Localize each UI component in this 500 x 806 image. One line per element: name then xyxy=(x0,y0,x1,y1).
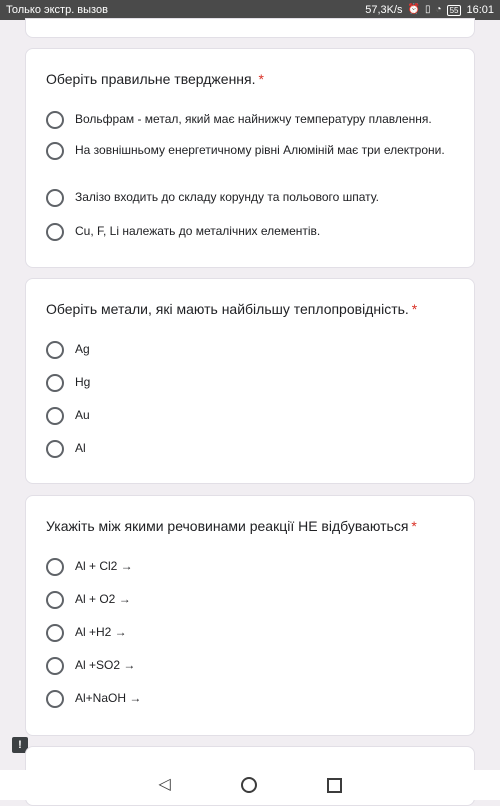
clock: 16:01 xyxy=(466,4,494,16)
radio-button[interactable] xyxy=(46,558,64,576)
question-title xyxy=(46,71,264,87)
radio-button[interactable] xyxy=(46,624,64,642)
option-label: Al+NaOH → xyxy=(75,691,142,705)
radio-option[interactable] xyxy=(46,592,454,609)
back-icon[interactable]: ◁ xyxy=(158,776,171,793)
radio-option[interactable] xyxy=(46,559,454,576)
previous-question-card xyxy=(25,18,475,38)
option-label: Al + Cl2 → xyxy=(75,559,133,573)
radio-button[interactable] xyxy=(46,690,64,708)
option-label: Ag xyxy=(75,342,90,356)
radio-button[interactable] xyxy=(46,591,64,609)
question-title xyxy=(46,301,417,317)
required-mark: * xyxy=(411,518,417,534)
radio-button[interactable] xyxy=(46,111,64,129)
wifi-icon: ◔ xyxy=(435,4,442,15)
vibrate-icon: ▯ xyxy=(425,4,431,15)
radio-button[interactable] xyxy=(46,142,64,160)
required-mark: * xyxy=(411,301,418,317)
question-card-1 xyxy=(25,48,475,268)
radio-option[interactable] xyxy=(46,691,454,708)
question-title-text: Оберіть правильне твердження. xyxy=(46,71,256,87)
radio-button[interactable] xyxy=(46,189,64,207)
option-label: Al + O2 → xyxy=(75,592,131,606)
radio-option[interactable] xyxy=(46,441,454,458)
question-card-3 xyxy=(25,495,475,736)
option-label: Al xyxy=(75,441,86,455)
radio-option[interactable] xyxy=(46,408,454,425)
radio-button[interactable] xyxy=(46,407,64,425)
question-title xyxy=(46,518,417,534)
radio-option[interactable] xyxy=(46,143,454,160)
radio-option[interactable] xyxy=(46,342,454,359)
option-label: Al +SO2 → xyxy=(75,658,136,672)
status-icons xyxy=(365,4,494,16)
battery-icon: 55 xyxy=(447,5,462,16)
option-label: Cu, F, Li належать до металічних елементів. xyxy=(75,224,321,238)
option-label: На зовнішньому енергетичному рівні Алюміній має три електрони. xyxy=(75,143,445,157)
question-title-text: Укажіть між якими речовинами реакції НЕ відбуваються xyxy=(46,518,409,534)
radio-option[interactable] xyxy=(46,112,454,129)
option-label: Залізо входить до складу корунду та польового шпату. xyxy=(75,190,379,204)
question-title-text: Оберіть метали, які мають найбільшу теплопровідність. xyxy=(46,301,409,317)
radio-button[interactable] xyxy=(46,341,64,359)
radio-button[interactable] xyxy=(46,223,64,241)
radio-option[interactable] xyxy=(46,224,454,241)
option-label: Al +H2 → xyxy=(75,625,127,639)
option-label: Au xyxy=(75,408,90,422)
option-label: Hg xyxy=(75,375,91,389)
question-card-2 xyxy=(25,278,475,484)
radio-option[interactable] xyxy=(46,625,454,642)
required-mark: * xyxy=(258,71,264,87)
navigation-bar xyxy=(0,770,500,800)
status-bar xyxy=(0,0,500,20)
radio-option[interactable] xyxy=(46,190,454,207)
network-speed: 57,3K/s xyxy=(365,4,403,16)
radio-option[interactable] xyxy=(46,658,454,675)
option-label: Вольфрам - метал, який має найнижчу температуру плавлення. xyxy=(75,112,432,126)
alarm-icon: ⏰ xyxy=(407,4,420,15)
home-icon[interactable] xyxy=(241,777,257,793)
report-feedback-icon[interactable]: ! xyxy=(12,737,28,753)
carrier-text: Только экстр. вызов xyxy=(6,4,108,16)
radio-button[interactable] xyxy=(46,440,64,458)
radio-option[interactable] xyxy=(46,375,454,392)
radio-button[interactable] xyxy=(46,657,64,675)
recents-icon[interactable] xyxy=(327,778,342,793)
radio-button[interactable] xyxy=(46,374,64,392)
